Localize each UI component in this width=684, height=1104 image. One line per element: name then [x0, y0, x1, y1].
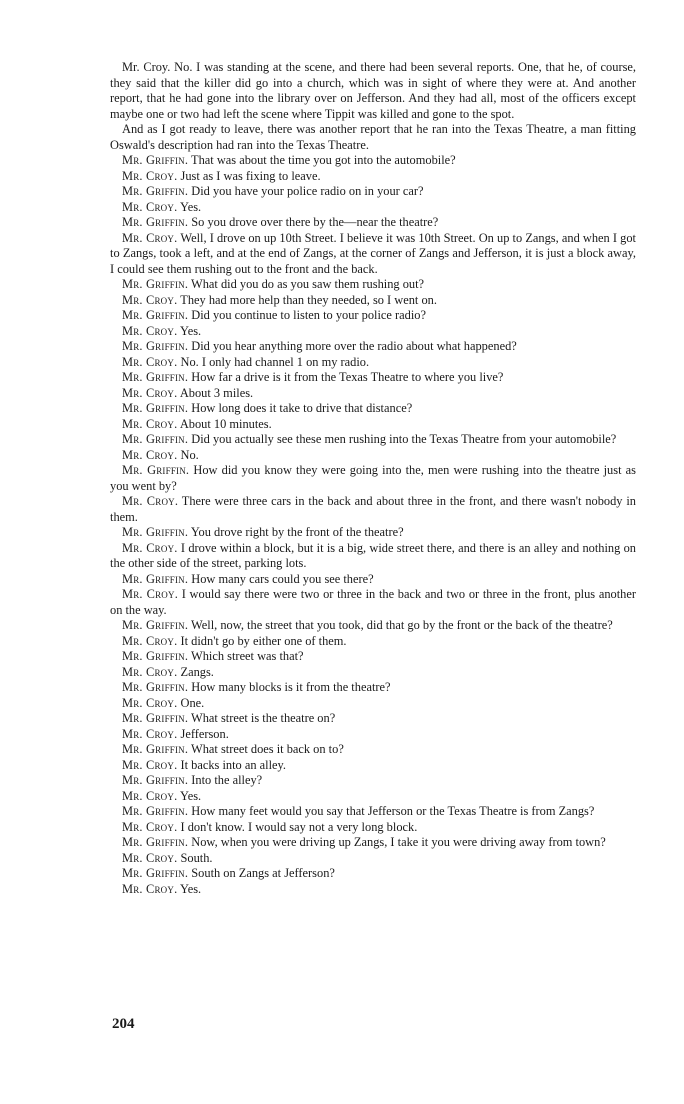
speaker-name: Mr. Croy.	[122, 494, 179, 508]
speaker-name: Mr. Croy.	[122, 323, 178, 338]
speech-text: Into the alley?	[191, 773, 263, 787]
speech-text: It backs into an alley.	[180, 757, 287, 772]
transcript-paragraph	[110, 355, 636, 371]
transcript-paragraph	[110, 293, 636, 309]
speaker-name: Mr. Griffin.	[122, 680, 189, 694]
transcript-paragraph	[110, 417, 636, 433]
speech-text: Did you have your police radio on in your car?	[191, 184, 424, 198]
transcript-paragraph	[110, 448, 636, 464]
transcript-paragraph	[110, 432, 636, 448]
speaker-name: Mr. Griffin.	[122, 370, 189, 384]
speaker-name: Mr. Croy.	[122, 788, 178, 803]
speaker-name: Mr. Croy.	[122, 881, 178, 896]
speaker-name: Mr. Croy.	[122, 633, 178, 648]
speaker-name: Mr. Croy.	[122, 292, 178, 307]
speech-text: What street does it back on to?	[191, 742, 344, 756]
speaker-name: Mr. Griffin.	[122, 618, 189, 632]
speaker-name: Mr. Griffin.	[122, 277, 189, 291]
transcript-paragraph	[110, 882, 636, 898]
speech-text: Did you hear anything more over the radio about what happened?	[191, 339, 517, 353]
speaker-name: Mr. Croy.	[122, 726, 178, 741]
speech-text: I would say there were two or three in the back and two or three in the front, plus another on the way.	[110, 587, 636, 617]
transcript-paragraph	[110, 277, 636, 293]
speech-text: Jefferson.	[180, 726, 229, 741]
transcript-paragraph	[110, 820, 636, 836]
transcript-paragraph	[110, 463, 636, 494]
transcript-paragraph	[110, 835, 636, 851]
speaker-name: Mr. Griffin.	[122, 773, 189, 787]
transcript-paragraph	[110, 665, 636, 681]
transcript-paragraph	[110, 851, 636, 867]
speaker-name: Mr. Croy.	[122, 540, 178, 555]
speech-text: How many cars could you see there?	[191, 571, 374, 586]
speaker-name: Mr. Croy.	[122, 819, 178, 834]
speech-text: South.	[180, 850, 213, 865]
speech-text: Mr. Croy. No. I was standing at the scene, and there had been several reports. One, that he, of course, they said that the killer did go into a church, which was in sight of where they were at. And another report, that he had gone into the library over on Jefferson. And they had all, most of the officers except maybe one or two had left the scene where Tippit was killed and gone to the spot.	[110, 60, 636, 121]
speech-text: Now, when you were driving up Zangs, I take it you were driving away from town?	[191, 835, 606, 849]
transcript-paragraph	[110, 541, 636, 572]
transcript-body	[110, 60, 636, 897]
speech-text: No. I only had channel 1 on my radio.	[180, 354, 370, 369]
speech-text: There were three cars in the back and about three in the front, and there wasn't nobody in them.	[110, 494, 636, 524]
speech-text: That was about the time you got into the automobile?	[191, 153, 456, 167]
transcript-paragraph	[110, 215, 636, 231]
transcript-paragraph	[110, 308, 636, 324]
transcript-paragraph	[110, 525, 636, 541]
speech-text: About 10 minutes.	[179, 416, 272, 431]
transcript-paragraph	[110, 727, 636, 743]
speaker-name: Mr. Croy.	[122, 850, 178, 865]
speaker-name: Mr. Griffin.	[122, 649, 189, 663]
speech-text: It didn't go by either one of them.	[180, 633, 347, 648]
speaker-name: Mr. Croy.	[122, 230, 178, 245]
speech-text: How long does it take to drive that distance?	[191, 401, 413, 415]
transcript-paragraph	[110, 200, 636, 216]
speaker-name: Mr. Croy.	[122, 168, 178, 183]
transcript-paragraph	[110, 804, 636, 820]
transcript-paragraph	[110, 696, 636, 712]
speech-text: And as I got ready to leave, there was another report that he ran into the Texas Theatre, a man fitting Oswald's description had ran into the Texas Theatre.	[110, 122, 636, 152]
transcript-paragraph	[110, 587, 636, 618]
speaker-name: Mr. Griffin.	[122, 153, 189, 167]
speech-text: What did you do as you saw them rushing out?	[191, 277, 425, 291]
speaker-name: Mr. Croy.	[122, 757, 178, 772]
speaker-name: Mr. Croy.	[122, 695, 178, 710]
speech-text: Well, now, the street that you took, did that go by the front or the back of the theatre?	[191, 618, 613, 632]
speaker-name: Mr. Griffin.	[122, 339, 189, 353]
transcript-paragraph	[110, 680, 636, 696]
transcript-paragraph	[110, 169, 636, 185]
speech-text: About 3 miles.	[179, 385, 254, 400]
speaker-name: Mr. Griffin.	[122, 184, 189, 198]
transcript-paragraph	[110, 649, 636, 665]
speaker-name: Mr. Griffin.	[122, 571, 189, 586]
transcript-paragraph	[110, 572, 636, 588]
speaker-name: Mr. Croy.	[122, 416, 178, 431]
transcript-paragraph	[110, 184, 636, 200]
speaker-name: Mr. Griffin.	[122, 308, 189, 322]
transcript-paragraph	[110, 370, 636, 386]
speaker-name: Mr. Griffin.	[122, 215, 189, 229]
transcript-paragraph	[110, 789, 636, 805]
speech-text: They had more help than they needed, so I went on.	[180, 292, 437, 307]
speech-text: I don't know. I would say not a very long block.	[180, 819, 418, 834]
speech-text: How many feet would you say that Jefferson or the Texas Theatre is from Zangs?	[191, 804, 595, 818]
speech-text: Yes.	[180, 788, 202, 803]
speech-text: So you drove over there by the—near the theatre?	[191, 215, 439, 229]
speaker-name: Mr. Griffin.	[122, 835, 189, 849]
speech-text: I drove within a block, but it is a big, wide street there, and there is an alley and nothing on the other side of the street, parking lots.	[110, 540, 637, 570]
speaker-name: Mr. Croy.	[122, 199, 178, 214]
transcript-paragraph	[110, 324, 636, 340]
speaker-name: Mr. Croy.	[122, 664, 178, 679]
transcript-paragraph	[110, 618, 636, 634]
speech-text: How did you know they were going into the, men were rushing into the theatre just as you went by?	[110, 463, 636, 493]
transcript-paragraph	[110, 494, 636, 525]
transcript-paragraph	[110, 758, 636, 774]
speaker-name: Mr. Griffin.	[122, 711, 189, 725]
speaker-name: Mr. Griffin.	[122, 866, 189, 880]
speaker-name: Mr. Griffin.	[122, 804, 189, 818]
transcript-paragraph	[110, 231, 636, 278]
speech-text: How far a drive is it from the Texas Theatre to where you live?	[191, 370, 504, 384]
speaker-name: Mr. Croy.	[122, 385, 178, 400]
speech-text: You drove right by the front of the theatre?	[190, 525, 404, 539]
speech-text: Did you continue to listen to your police radio?	[191, 308, 426, 322]
transcript-paragraph	[110, 773, 636, 789]
transcript-paragraph	[110, 742, 636, 758]
speech-text: Well, I drove on up 10th Street. I believe it was 10th Street. On up to Zangs, and when I got to Zangs, took a left, and at the end of Zangs, at the corner of Zangs and Jefferson, it is just a block away, I could see them rushing out to the front and the back.	[110, 230, 637, 276]
speech-text: South on Zangs at Jefferson?	[191, 866, 335, 880]
transcript-paragraph	[110, 339, 636, 355]
speaker-name: Mr. Griffin.	[122, 432, 189, 446]
transcript-paragraph	[110, 60, 636, 122]
speech-text: One.	[180, 695, 205, 710]
transcript-paragraph	[110, 711, 636, 727]
page-number: 204	[112, 1016, 135, 1032]
speaker-name: Mr. Croy.	[122, 447, 178, 462]
speaker-name: Mr. Croy.	[122, 354, 178, 369]
transcript-paragraph	[110, 866, 636, 882]
speech-text: Yes.	[180, 199, 202, 214]
speech-text: Just as I was fixing to leave.	[180, 168, 321, 183]
speaker-name: Mr. Griffin.	[122, 525, 189, 539]
speaker-name: Mr. Croy.	[122, 587, 178, 601]
transcript-paragraph	[110, 153, 636, 169]
speech-text: How many blocks is it from the theatre?	[191, 680, 391, 694]
speech-text: No.	[180, 447, 199, 462]
speech-text: Did you actually see these men rushing into the Texas Theatre from your automobile?	[191, 432, 617, 446]
speaker-name: Mr. Griffin.	[122, 742, 189, 756]
transcript-paragraph	[110, 401, 636, 417]
speaker-name: Mr. Griffin.	[122, 401, 189, 415]
speech-text: Zangs.	[180, 664, 214, 679]
speaker-name: Mr. Griffin.	[122, 463, 190, 477]
transcript-paragraph	[110, 386, 636, 402]
transcript-paragraph	[110, 122, 636, 153]
speech-text: Yes.	[180, 323, 202, 338]
transcript-paragraph	[110, 634, 636, 650]
speech-text: What street is the theatre on?	[191, 711, 336, 725]
speech-text: Yes.	[180, 881, 202, 896]
speech-text: Which street was that?	[191, 649, 304, 663]
